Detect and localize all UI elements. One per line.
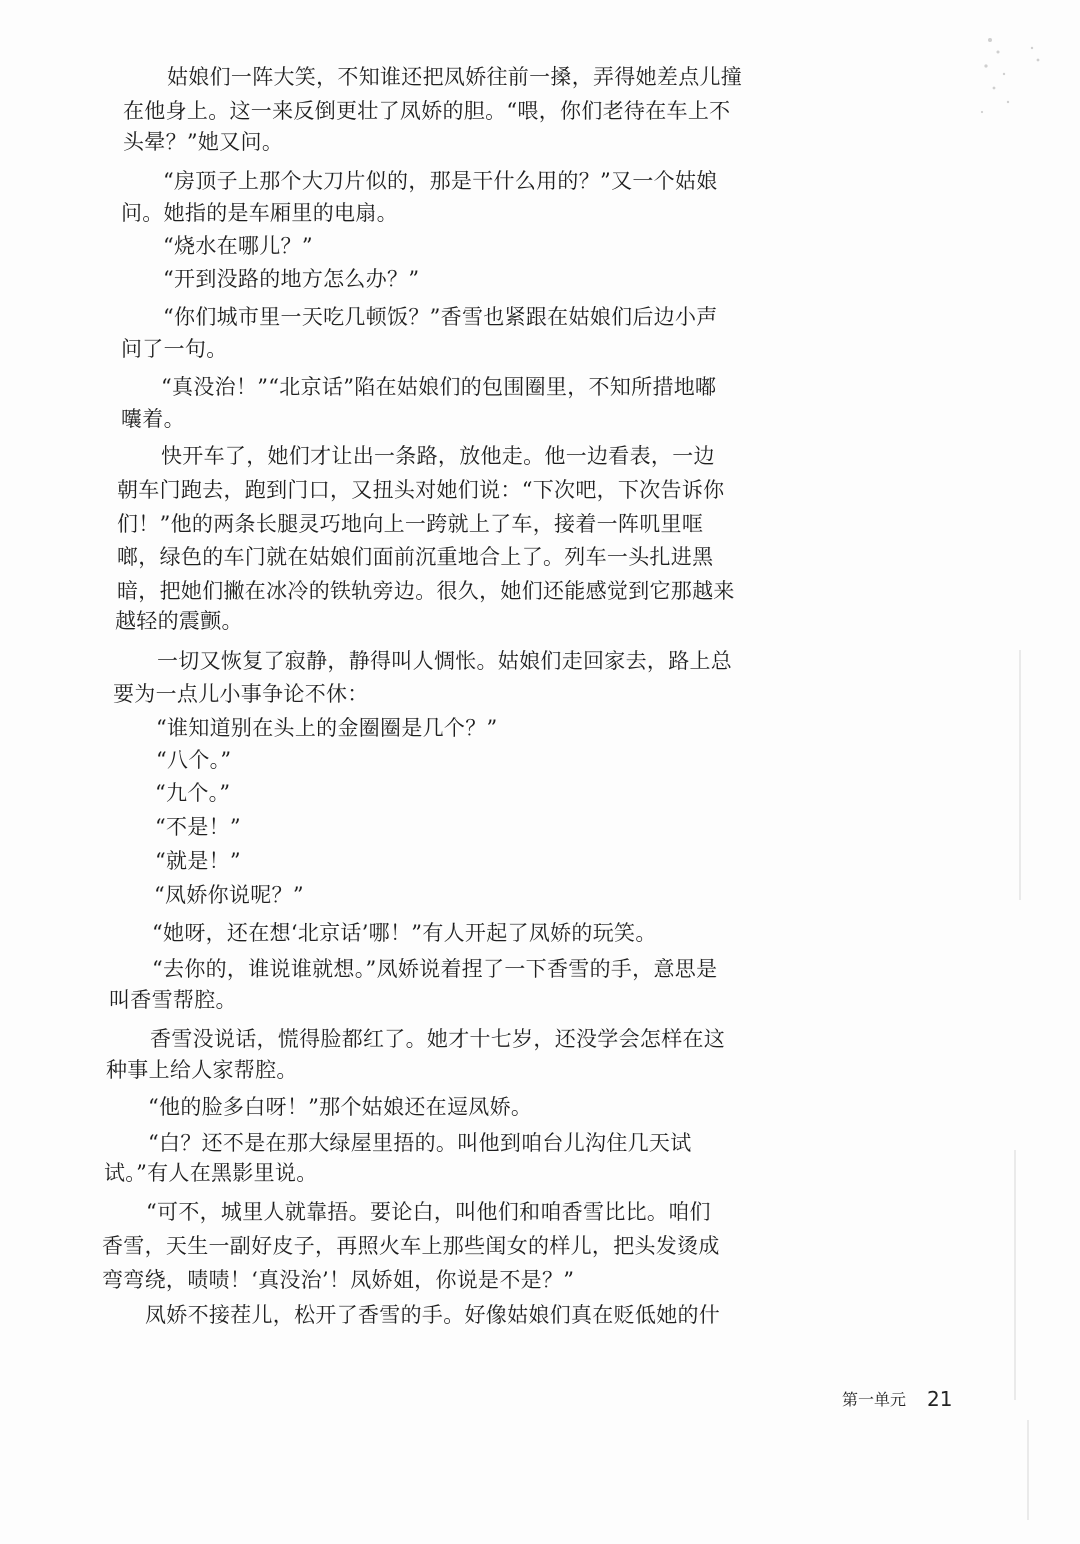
page-number: 21 <box>927 1387 953 1411</box>
text-line: 种事上给人家帮腔。 <box>106 1058 298 1082</box>
text-line: 们！”他的两条长腿灵巧地向上一跨就上了车，接着一阵叽里哐 <box>117 512 704 536</box>
text-line: “谁知道别在头上的金圈圈是几个？” <box>156 716 498 740</box>
footer-unit-label: 第一单元 <box>842 1390 907 1409</box>
text-line: “烧水在哪儿？” <box>163 234 313 258</box>
text-line: 快开车了，她们才让出一条路，放他走。他一边看表，一边 <box>161 444 715 468</box>
text-line: 香雪，天生一副好皮子，再照火车上那些闺女的样儿，把头发烫成 <box>102 1234 720 1258</box>
text-line: “凤娇你说呢？” <box>154 883 304 907</box>
text-line: “房顶子上那个大刀片似的，那是干什么用的？”又一个姑娘 <box>163 169 718 193</box>
text-line: 问。她指的是车厢里的电扇。 <box>121 201 398 225</box>
text-line: 一切又恢复了寂静，静得叫人惆怅。姑娘们走回家去，路上总 <box>157 649 733 673</box>
scan-edge-noise <box>960 0 1080 1544</box>
text-line: 越轻的震颤。 <box>115 609 243 633</box>
text-line: “去你的，谁说谁就想。”凤娇说着捏了一下香雪的手，意思是 <box>152 957 718 981</box>
text-line: 凤娇不接茬儿，松开了香雪的手。好像姑娘们真在贬低她的什 <box>145 1303 721 1327</box>
text-line: “她呀，还在想‘北京话’哪！”有人开起了凤娇的玩笑。 <box>152 921 657 945</box>
text-line: “他的脸多白呀！”那个姑娘还在逗凤娇。 <box>148 1095 533 1119</box>
text-line: “八个。” <box>156 748 232 772</box>
text-line: 朝车门跑去，跑到门口，又扭头对她们说：“下次吧，下次告诉你 <box>117 478 725 502</box>
text-line: “就是！” <box>155 849 241 873</box>
text-line: “不是！” <box>155 815 241 839</box>
text-line: 香雪没说话，慌得脸都红了。她才十七岁，还没学会怎样在这 <box>150 1027 726 1051</box>
text-line: 弯弯绕，啧啧！‘真没治’！凤娇姐，你说是不是？” <box>102 1268 575 1292</box>
text-line: “白？还不是在那大绿屋里捂的。叫他到咱台儿沟住几天试 <box>148 1131 692 1155</box>
text-line: “开到没路的地方怎么办？” <box>163 267 420 291</box>
text-line: “可不，城里人就靠捂。要论白，叫他们和咱香雪比比。咱们 <box>146 1200 711 1224</box>
text-line: “你们城市里一天吃几顿饭？”香雪也紧跟在姑娘们后边小声 <box>163 305 718 329</box>
text-line: 叫香雪帮腔。 <box>109 988 237 1012</box>
text-line: “真没治！”“北京话”陷在姑娘们的包围圈里，不知所措地嘟 <box>161 375 717 399</box>
text-line: 在他身上。这一来反倒更壮了凤娇的胆。“喂，你们老待在车上不 <box>123 99 731 123</box>
text-line: 问了一句。 <box>121 337 228 361</box>
text-line: 头晕？”她又问。 <box>123 130 284 154</box>
text-line: 囔着。 <box>121 407 185 431</box>
text-line: “九个。” <box>155 781 231 805</box>
text-line: 试。”有人在黑影里说。 <box>104 1161 318 1185</box>
text-line: 姑娘们一阵大笑，不知谁还把凤娇往前一搡，弄得她差点儿撞 <box>167 65 743 89</box>
text-line: 要为一点儿小事争论不休： <box>113 682 369 706</box>
text-line: 暗，把她们撇在冰冷的铁轨旁边。很久，她们还能感觉到它那越来 <box>117 579 735 603</box>
text-line: 啷，绿色的车门就在姑娘们面前沉重地合上了。列车一头扎进黑 <box>117 545 714 569</box>
